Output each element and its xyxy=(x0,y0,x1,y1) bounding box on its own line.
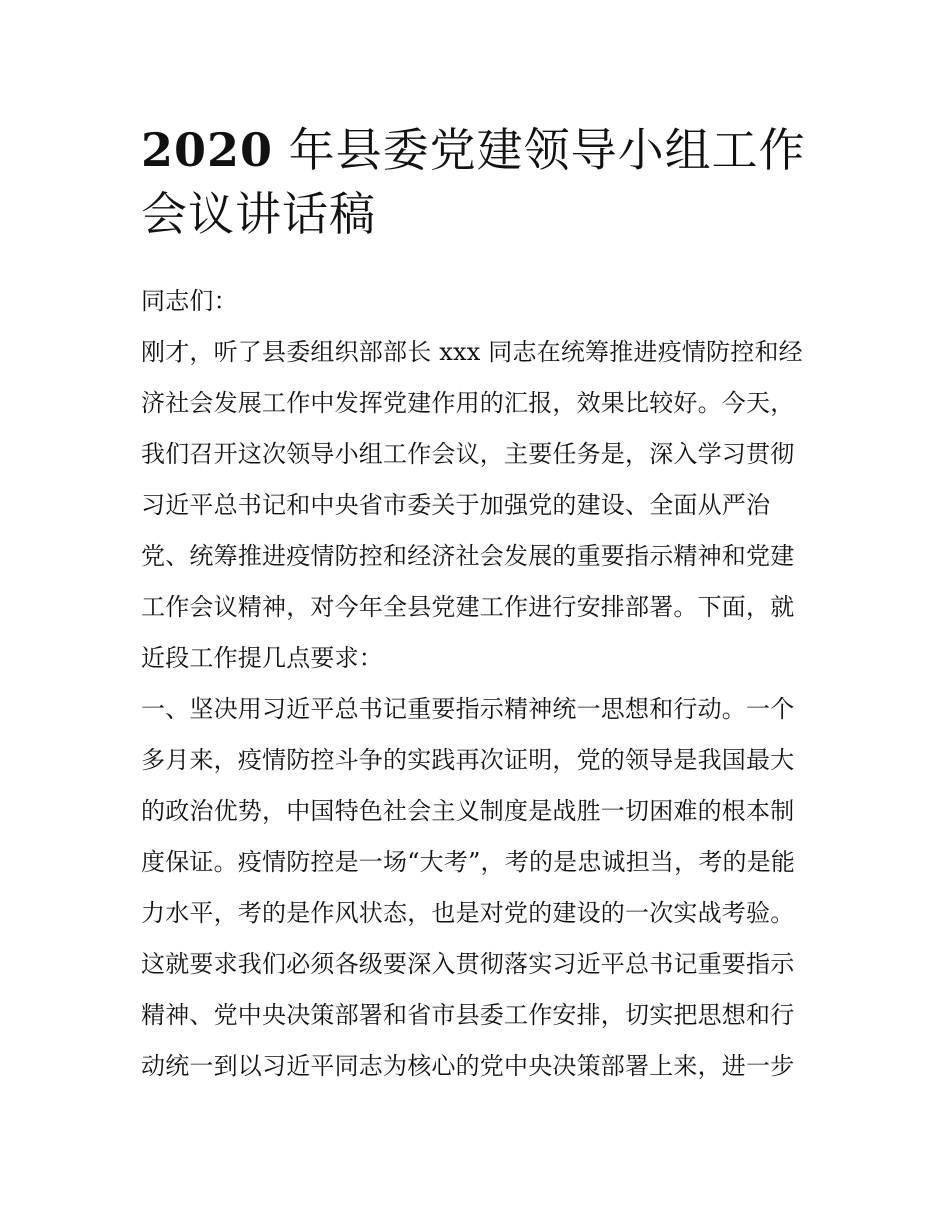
paragraph-line: 精神、党中央决策部署和省市县委工作安排，切实把思想和行 xyxy=(141,1001,795,1029)
document-page xyxy=(141,118,813,1092)
paragraph-line: 力水平，考的是作风状态，也是对党的建设的一次实战考验。 xyxy=(141,899,795,927)
paragraph-line: 习近平总书记和中央省市委关于加强党的建设、全面从严治 xyxy=(141,491,771,519)
paragraph-line: 近段工作提几点要求： xyxy=(141,644,383,672)
paragraph-line: 我们召开这次领导小组工作会议，主要任务是，深入学习贯彻 xyxy=(141,440,795,468)
section-heading-line: 一、坚决用习近平总书记重要指示精神统一思想和行动。一个 xyxy=(141,695,795,723)
title-year: 2020 xyxy=(141,123,274,177)
salutation-line: 同志们： xyxy=(141,287,238,315)
title-text: 年县委党建领导小组工作会议讲话稿 xyxy=(141,123,806,241)
paragraph-line: 多月来，疫情防控斗争的实践再次证明，党的领导是我国最大 xyxy=(141,746,795,774)
paragraph-line: 度保证。疫情防控是一场“大考”，考的是忠诚担当，考的是能 xyxy=(141,848,796,876)
paragraph-line: 刚才，听了县委组织部部长 xxx 同志在统筹推进疫情防控和经 xyxy=(141,338,803,366)
paragraph-line: 动统一到以习近平同志为核心的党中央决策部署上来，进一步 xyxy=(141,1052,795,1080)
document-body xyxy=(141,276,813,1092)
paragraph-line: 济社会发展工作中发挥党建作用的汇报，效果比较好。今天， xyxy=(141,389,795,417)
document-title xyxy=(141,118,813,246)
paragraph-line: 党、统筹推进疫情防控和经济社会发展的重要指示精神和党建 xyxy=(141,542,795,570)
paragraph-line: 这就要求我们必须各级要深入贯彻落实习近平总书记重要指示 xyxy=(141,950,795,978)
paragraph-line: 工作会议精神，对今年全县党建工作进行安排部署。下面，就 xyxy=(141,593,795,621)
paragraph-line: 的政治优势，中国特色社会主义制度是战胜一切困难的根本制 xyxy=(141,797,795,825)
